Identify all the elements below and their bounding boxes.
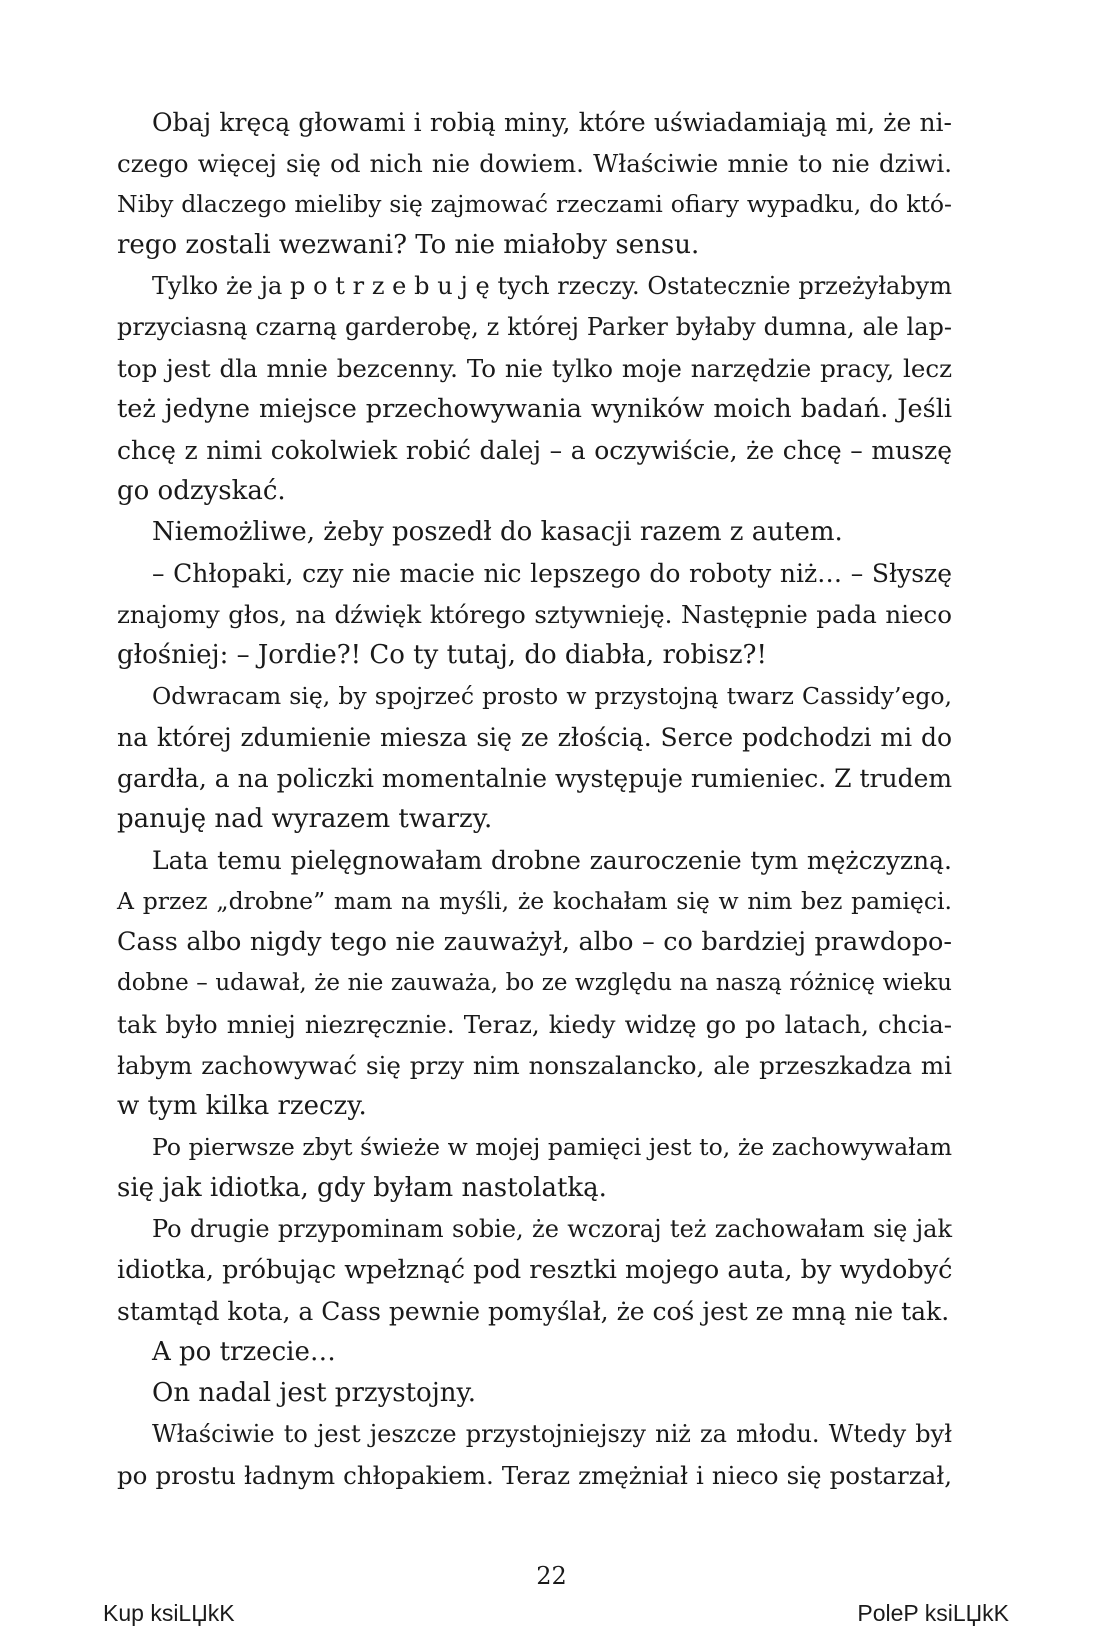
text-line: Niemożliwe, żeby poszedł do kasacji razem z autem.	[152, 517, 843, 547]
text-line: stamtąd kota, a Cass pewnie pomyślał, że coś jest ze mną nie tak.	[117, 1297, 950, 1326]
text-line: głośniej: – Jordie?! Co ty tutaj, do diabła, robisz?!	[117, 640, 767, 670]
text-line: się jak idiotka, gdy byłam nastolatką.	[117, 1173, 607, 1203]
text-line: A po trzecie…	[152, 1337, 336, 1367]
text-line: dobne – udawał, że nie zauważa, bo ze względu na naszą różnicę wieku	[117, 970, 952, 996]
text-line: w tym kilka rzeczy.	[117, 1091, 367, 1121]
text-line: chcę z nimi cokolwiek robić dalej – a oczywiście, że chcę – muszę	[117, 436, 952, 465]
text-line: Po pierwsze zbyt świeże w mojej pamięci jest to, że zachowywałam	[152, 1133, 952, 1161]
text-line: znajomy głos, na dźwięk którego sztywnieję. Następnie pada nieco	[117, 600, 952, 629]
text-line: Po drugie przypominam sobie, że wczoraj też zachowałam się jak	[152, 1215, 952, 1243]
text-line: Niby dlaczego mieliby się zajmować rzeczami ofiary wypadku, do któ-	[117, 190, 952, 218]
text-line: na której zdumienie miesza się ze złością. Serce podchodzi mi do	[117, 723, 952, 752]
page-number: 22	[536, 1562, 567, 1590]
text-line: Odwracam się, by spojrzeć prosto w przystojną twarz Cassidy’ego,	[152, 682, 952, 710]
recommend-book-link[interactable]: PoleP ksiLЏkK	[857, 1600, 1009, 1626]
text-line: A przez „drobne” mam na myśli, że kochałam się w nim bez pamięci.	[117, 887, 952, 915]
text-line: Cass albo nigdy tego nie zauważył, albo – co bardziej prawdopo-	[117, 927, 952, 957]
text-line: gardła, a na policzki momentalnie występuje rumieniec. Z trudem	[117, 764, 953, 793]
text-line: tak było mniej niezręcznie. Teraz, kiedy widzę go po latach, chcia-	[117, 1010, 952, 1039]
text-line: Lata temu pielęgnowałam drobne zauroczenie tym mężczyzną.	[152, 846, 952, 875]
text-line: czego więcej się od nich nie dowiem. Właściwie mnie to nie dziwi.	[117, 149, 952, 178]
text-line: panuję nad wyrazem twarzy.	[117, 804, 493, 834]
text-line: Właściwie to jest jeszcze przystojniejszy niż za młodu. Wtedy był	[152, 1420, 952, 1448]
text-line: go odzyskać.	[117, 476, 286, 506]
text-line: przyciasną czarną garderobę, z której Parker byłaby dumna, ale lap-	[117, 313, 952, 341]
text-line: On nadal jest przystojny.	[152, 1378, 477, 1408]
text-line: rego zostali wezwani? To nie miałoby sensu.	[117, 230, 700, 260]
text-line: po prostu ładnym chłopakiem. Teraz zmężniał i nieco się postarzał,	[117, 1461, 952, 1490]
text-line: też jedyne miejsce przechowywania wyników moich badań. Jeśli	[117, 394, 952, 424]
buy-book-link[interactable]: Kup ksiLЏkK	[103, 1600, 235, 1626]
text-line: idiotka, próbując wpełznąć pod resztki mojego auta, by wydobyć	[117, 1255, 953, 1285]
text-line: Tylko że ja p o t r z e b u j ę tych rzeczy. Ostatecznie przeżyłabym	[152, 272, 952, 300]
text-line: Obaj kręcą głowami i robią miny, które uświadamiają mi, że ni-	[152, 108, 952, 137]
body-text	[117, 102, 952, 1496]
text-line: – Chłopaki, czy nie macie nic lepszego do roboty niż… – Słyszę	[152, 559, 952, 588]
text-line: łabym zachowywać się przy nim nonszalancko, ale przeszkadza mi	[117, 1051, 952, 1080]
text-line: top jest dla mnie bezcenny. To nie tylko moje narzędzie pracy, lecz	[117, 354, 952, 383]
